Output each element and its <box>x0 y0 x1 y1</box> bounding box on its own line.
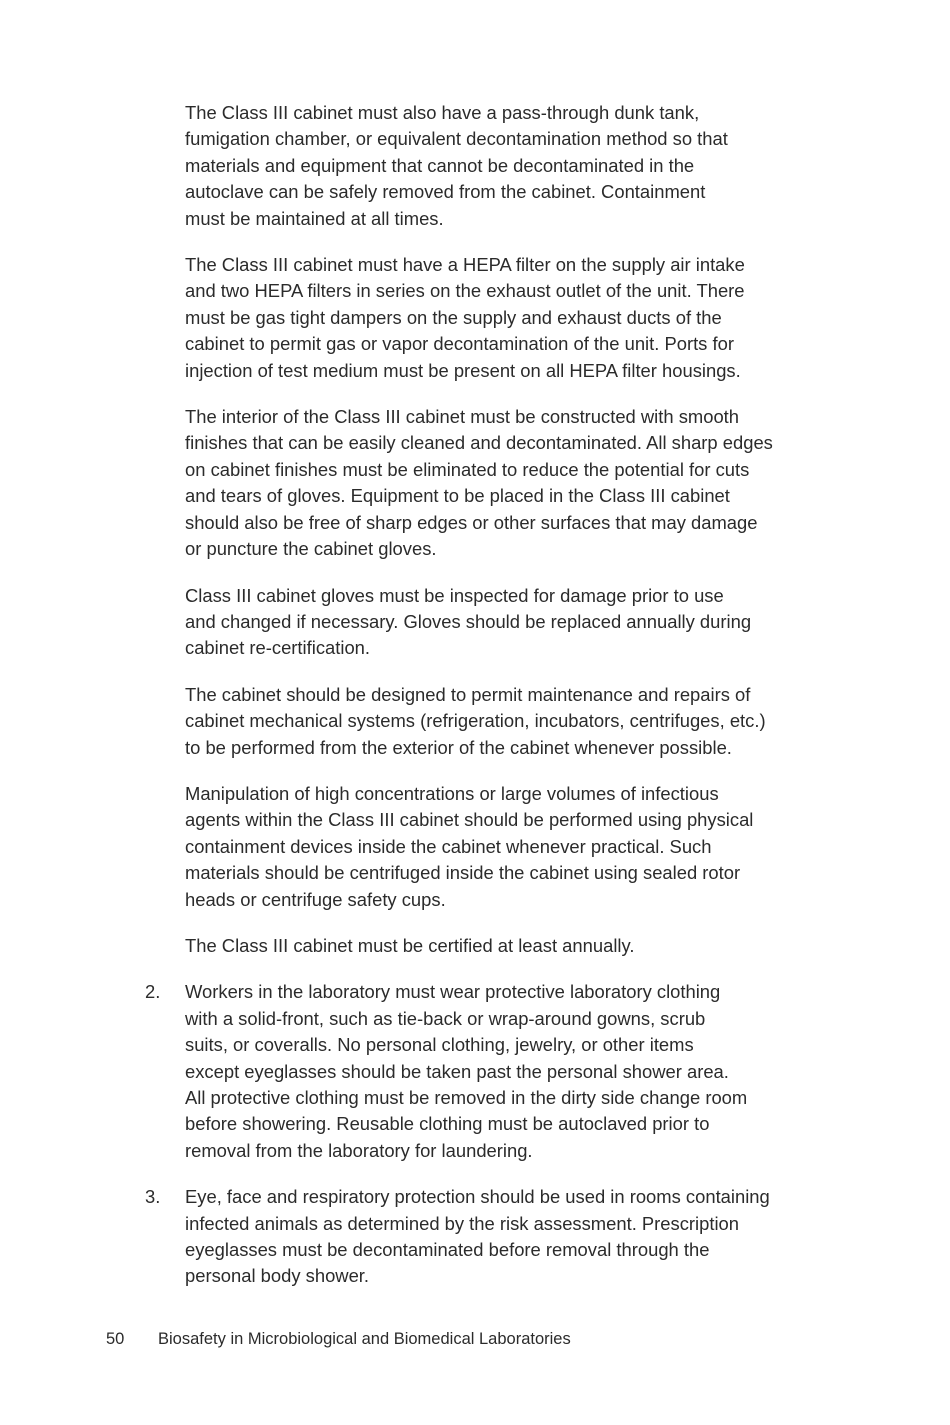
paragraph-maintenance: The cabinet should be designed to permit maintenance and repairs of cabinet mechanical systems (refrigeration, incubators, centrifuges, etc.) to be performed from the exterior of the cabinet whenever possible. <box>185 683 766 758</box>
paragraph-gloves: Class III cabinet gloves must be inspected for damage prior to use and changed if necessary. Gloves should be replaced annually during cabinet re-certification. <box>185 584 752 659</box>
list-item-3 <box>145 1184 835 1290</box>
book-title: Biosafety in Microbiological and Biomedical Laboratories <box>158 1330 571 1348</box>
page-number: 50 <box>106 1330 125 1348</box>
list-text: Workers in the laboratory must wear protective laboratory clothing with a solid-front, such as tie-back or wrap-around gowns, scrub suits, or coveralls. No personal clothing, jewelry, or other items except eyeglasses should be taken past the personal shower area. All protective clothing must be removed in the dirty side change room before showering. Reusable clothing must be autoclaved prior to removal from the laboratory for laundering. <box>185 981 748 1161</box>
paragraph-hepa-filters: The Class III cabinet must have a HEPA filter on the supply air intake and two HEPA filters in series on the exhaust outlet of the unit. There must be gas tight dampers on the supply and exhaust ducts of the cabinet to permit gas or vapor decontamination of the unit. Ports for injection of test medium must be present on all HEPA filter housings. <box>185 254 745 381</box>
list-text: Eye, face and respiratory protection should be used in rooms containing infected animals as determined by the risk assessment. Prescription eyeglasses must be decontaminated before removal through the personal body shower. <box>185 1186 770 1287</box>
list-number: 2. <box>145 981 161 1003</box>
page-footer <box>106 1328 571 1350</box>
body-text <box>145 100 835 1310</box>
paragraph-certification: The Class III cabinet must be certified at least annually. <box>185 934 635 956</box>
paragraph-manipulation: Manipulation of high concentrations or large volumes of infectious agents within the Class III cabinet should be performed using physical containment devices inside the cabinet whenever practical. Such materials should be centrifuged inside the cabinet using sealed rotor heads or centrifuge safety cups. <box>185 782 754 910</box>
list-number: 3. <box>145 1186 161 1208</box>
list-item-2 <box>145 979 835 1164</box>
paragraph-interior-finishes: The interior of the Class III cabinet must be constructed with smooth finishes that can be easily cleaned and decontaminated. All sharp edges on cabinet finishes must be eliminated to reduce the potential for cuts and tears of gloves. Equipment to be placed in the Class III cabinet should also be free of sharp edges or other surfaces that may damage or puncture the cabinet gloves. <box>185 406 773 560</box>
paragraph-dunk-tank: The Class III cabinet must also have a pass-through dunk tank, fumigation chamber, or equivalent decontamination method so that materials and equipment that cannot be decontaminated in the autoclave can be safely removed from the cabinet. Containment must be maintained at all times. <box>185 102 728 229</box>
